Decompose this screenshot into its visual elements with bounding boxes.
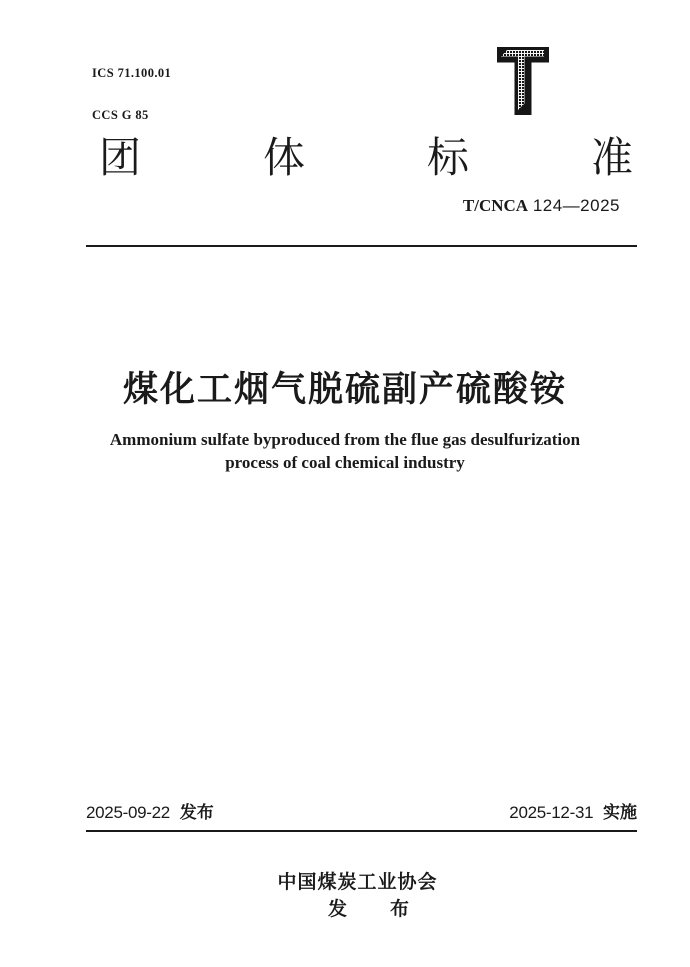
group-standard-t-logo-icon	[497, 47, 549, 115]
publisher-name: 中国煤炭工业协会	[277, 872, 438, 893]
standard-type-char: 体	[262, 134, 305, 181]
standard-code	[463, 196, 620, 216]
standard-type-char: 团	[99, 134, 142, 181]
issue-date-group	[86, 803, 214, 823]
standard-type-char: 准	[590, 134, 633, 181]
implementation-label: 实施	[603, 803, 637, 822]
implementation-date: 2025-12-31	[509, 803, 594, 822]
standard-type-char: 标	[426, 134, 469, 181]
implementation-date-group	[509, 803, 637, 823]
issue-label: 发布	[179, 803, 214, 822]
document-title-en-line2: process of coal chemical industry	[225, 452, 465, 472]
standard-code-number: 124—2025	[532, 196, 620, 215]
header-divider	[86, 245, 637, 247]
standard-type-heading	[99, 134, 633, 182]
document-title-en-line1: Ammonium sulfate byproduced from the flue gas desulfurization	[109, 430, 581, 449]
publisher-row	[0, 845, 690, 943]
document-title-zh: 煤化工烟气脱硫副产硫酸铵	[122, 370, 567, 409]
ics-code: ICS 71.100.01	[92, 66, 172, 80]
publish-action-label: 发 布	[328, 899, 422, 920]
issue-date: 2025-09-22	[86, 803, 170, 822]
standard-code-prefix: T/CNCA	[462, 196, 529, 215]
document-title-en	[60, 429, 630, 474]
ccs-code: CCS G 85	[92, 108, 149, 122]
footer-dates-row	[86, 803, 637, 832]
